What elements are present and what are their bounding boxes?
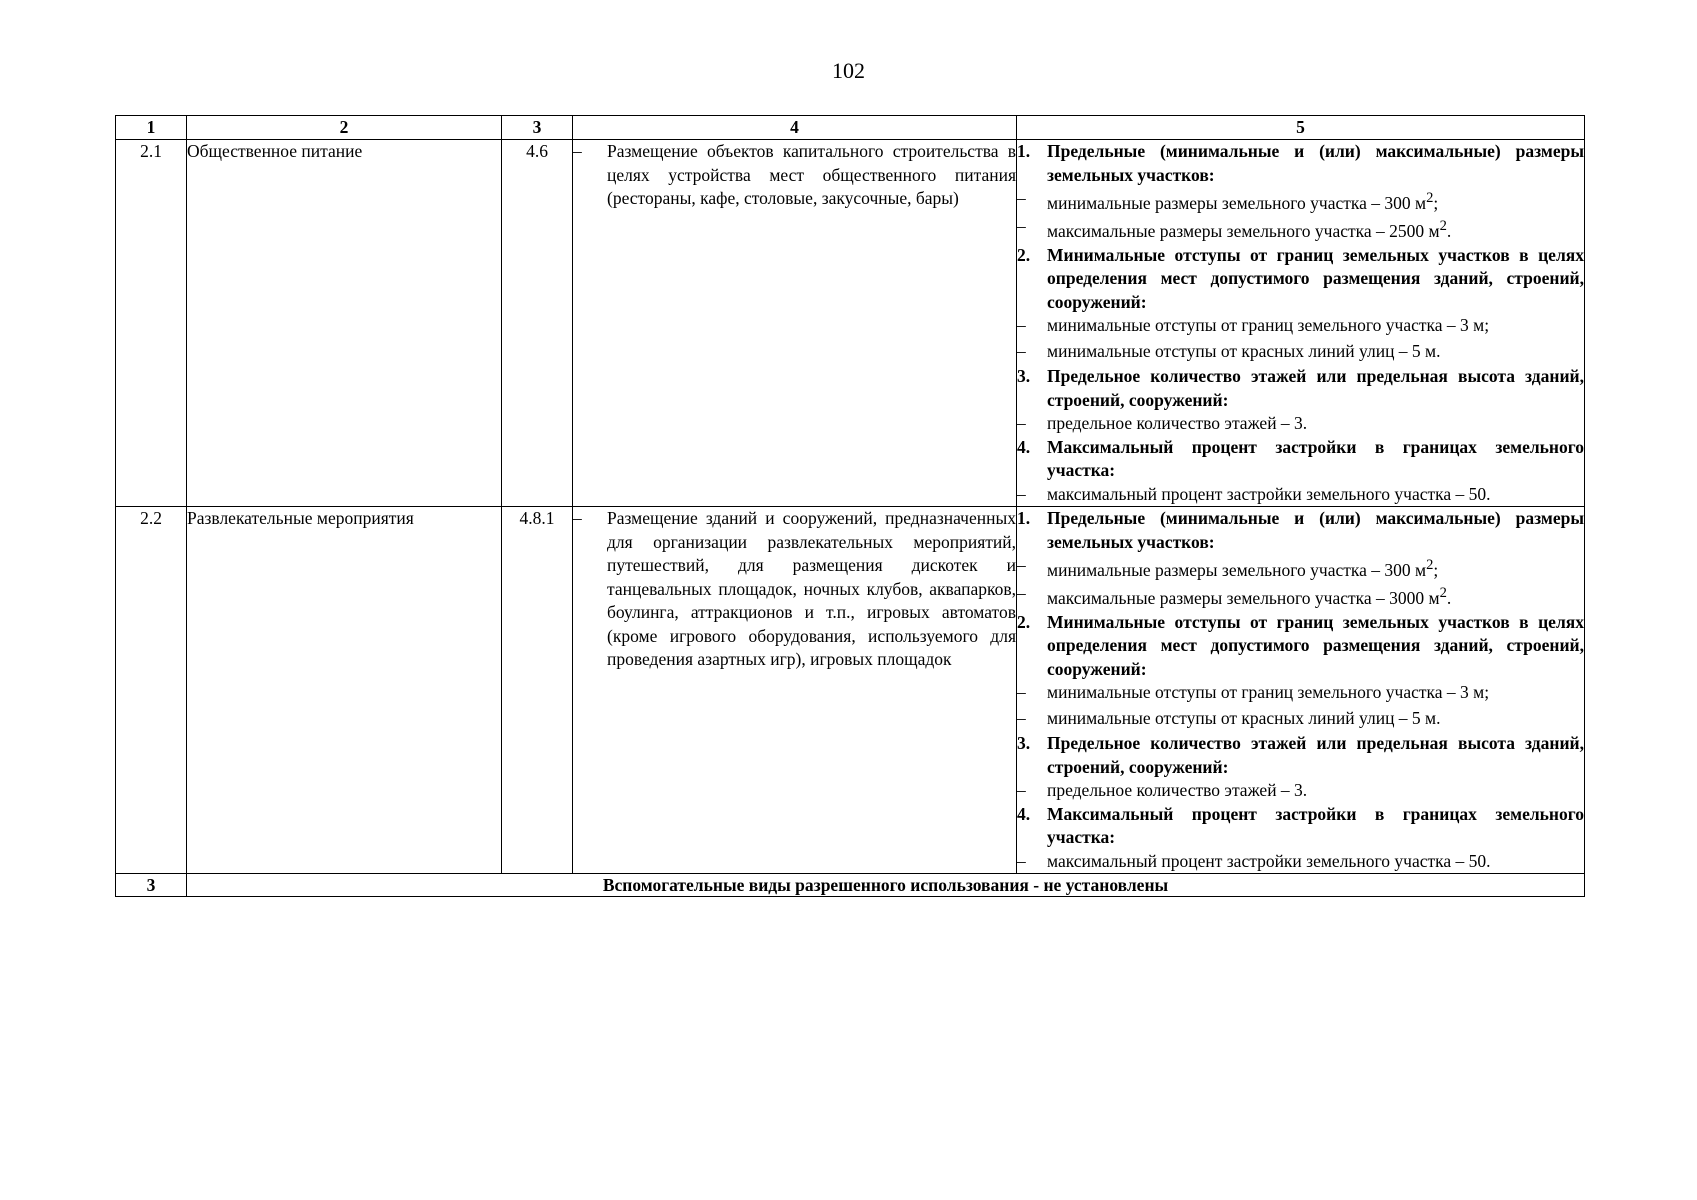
param-number: 3. xyxy=(1017,366,1031,387)
list-dash: – xyxy=(1017,315,1026,336)
column-header: 1 xyxy=(116,116,187,140)
use-type-name: Развлекательные мероприятия xyxy=(187,507,502,874)
param-item: максимальные размеры земельного участка – 3000 $м^2$. xyxy=(1047,585,1452,609)
param-number: 4. xyxy=(1017,803,1031,824)
list-dash: – xyxy=(1017,188,1026,208)
list-dash: – xyxy=(1017,483,1026,504)
param-heading: Максимальный процент застройки в границах земельного участка: xyxy=(1047,803,1584,848)
use-type-code: 4.6 xyxy=(502,140,573,507)
param-heading: Предельное количество этажей или предельная высота зданий, строений, сооружений: xyxy=(1047,733,1584,777)
parameters-cell xyxy=(1017,507,1585,874)
section-number: 3 xyxy=(116,874,187,897)
param-number: 2. xyxy=(1017,244,1031,265)
regulations-table xyxy=(115,115,1585,897)
use-type-code: 4.8.1 xyxy=(502,507,573,874)
param-heading: Минимальные отступы от границ земельных участков в целях определения мест допустимого размещения зданий, строений, сооружений: xyxy=(1047,244,1584,312)
param-heading: Максимальный процент застройки в границах земельного участка: xyxy=(1047,436,1584,481)
param-item: минимальные размеры земельного участка – 300 $м^2$; xyxy=(1047,557,1439,580)
param-heading: Минимальные отступы от границ земельных участков в целях определения мест допустимого размещения зданий, строений, сооружений: xyxy=(1047,611,1584,679)
param-item: минимальные отступы от границ земельного участка – 3 м; xyxy=(1047,315,1490,336)
table-row xyxy=(116,140,1585,507)
table-row xyxy=(116,507,1585,874)
list-dash: – xyxy=(1017,707,1026,728)
param-item: предельное количество этажей – 3. xyxy=(1047,780,1308,801)
description-text: Размещение зданий и сооружений, предназначенных для организации развлекательных мероприятий, путешествий, для размещения дискотек и танцевальных площадок, ночных клубов, аквапарков, боулинга, аттракционов и т.п., игровых автоматов (кроме игрового оборудования, используемого для проведения азартных игр), игровых площадок xyxy=(607,508,1016,670)
list-dash: – xyxy=(1017,780,1026,801)
param-item: максимальный процент застройки земельного участка – 50. xyxy=(1047,483,1491,504)
param-item: минимальные размеры земельного участка – 300 $м^2$; xyxy=(1047,190,1439,213)
param-number: 1. xyxy=(1017,141,1031,161)
param-number: 1. xyxy=(1017,508,1031,529)
list-dash: – xyxy=(1017,850,1026,871)
row-number: 2.2 xyxy=(116,507,187,874)
param-item: минимальные отступы от красных линий улиц – 5 м. xyxy=(1047,707,1441,728)
column-header: 5 xyxy=(1017,116,1585,140)
use-type-name: Общественное питание xyxy=(187,140,502,507)
param-heading: Предельное количество этажей или предельная высота зданий, строений, сооружений: xyxy=(1047,366,1584,410)
description-text: Размещение объектов капитального строительства в целях устройства мест общественного питания (рестораны, кафе, столовые, закусочные, бары) xyxy=(607,141,1016,208)
parameters-cell xyxy=(1017,140,1585,507)
param-item: предельное количество этажей – 3. xyxy=(1047,413,1308,434)
column-header: 2 xyxy=(187,116,502,140)
list-dash: – xyxy=(1017,340,1026,361)
list-dash: – xyxy=(573,141,582,161)
list-dash: – xyxy=(1017,583,1026,604)
param-heading: Предельные (минимальные и (или) максимальные) размеры земельных участков: xyxy=(1047,508,1584,552)
param-item: минимальные отступы от границ земельного участка – 3 м; xyxy=(1047,682,1490,703)
list-dash: – xyxy=(573,508,582,529)
param-number: 4. xyxy=(1017,436,1031,457)
param-item: максимальные размеры земельного участка – 2500 $м^2$. xyxy=(1047,218,1452,242)
param-number: 3. xyxy=(1017,733,1031,754)
list-dash: – xyxy=(1017,555,1026,576)
list-dash: – xyxy=(1017,216,1026,237)
row-number: 2.1 xyxy=(116,140,187,507)
column-header: 4 xyxy=(573,116,1017,140)
page-number: 102 xyxy=(832,58,865,83)
list-dash: – xyxy=(1017,413,1026,434)
table-header-row xyxy=(116,116,1585,140)
use-type-description xyxy=(573,507,1017,874)
list-dash: – xyxy=(1017,682,1026,703)
param-item: минимальные отступы от красных линий улиц – 5 м. xyxy=(1047,340,1441,361)
param-number: 2. xyxy=(1017,611,1031,632)
section-row xyxy=(116,874,1585,897)
param-item: максимальный процент застройки земельного участка – 50. xyxy=(1047,850,1491,871)
param-heading: Предельные (минимальные и (или) максимальные) размеры земельных участков: xyxy=(1047,141,1584,185)
column-header: 3 xyxy=(502,116,573,140)
section-title: Вспомогательные виды разрешенного использования - не установлены xyxy=(187,874,1585,897)
use-type-description xyxy=(573,140,1017,507)
